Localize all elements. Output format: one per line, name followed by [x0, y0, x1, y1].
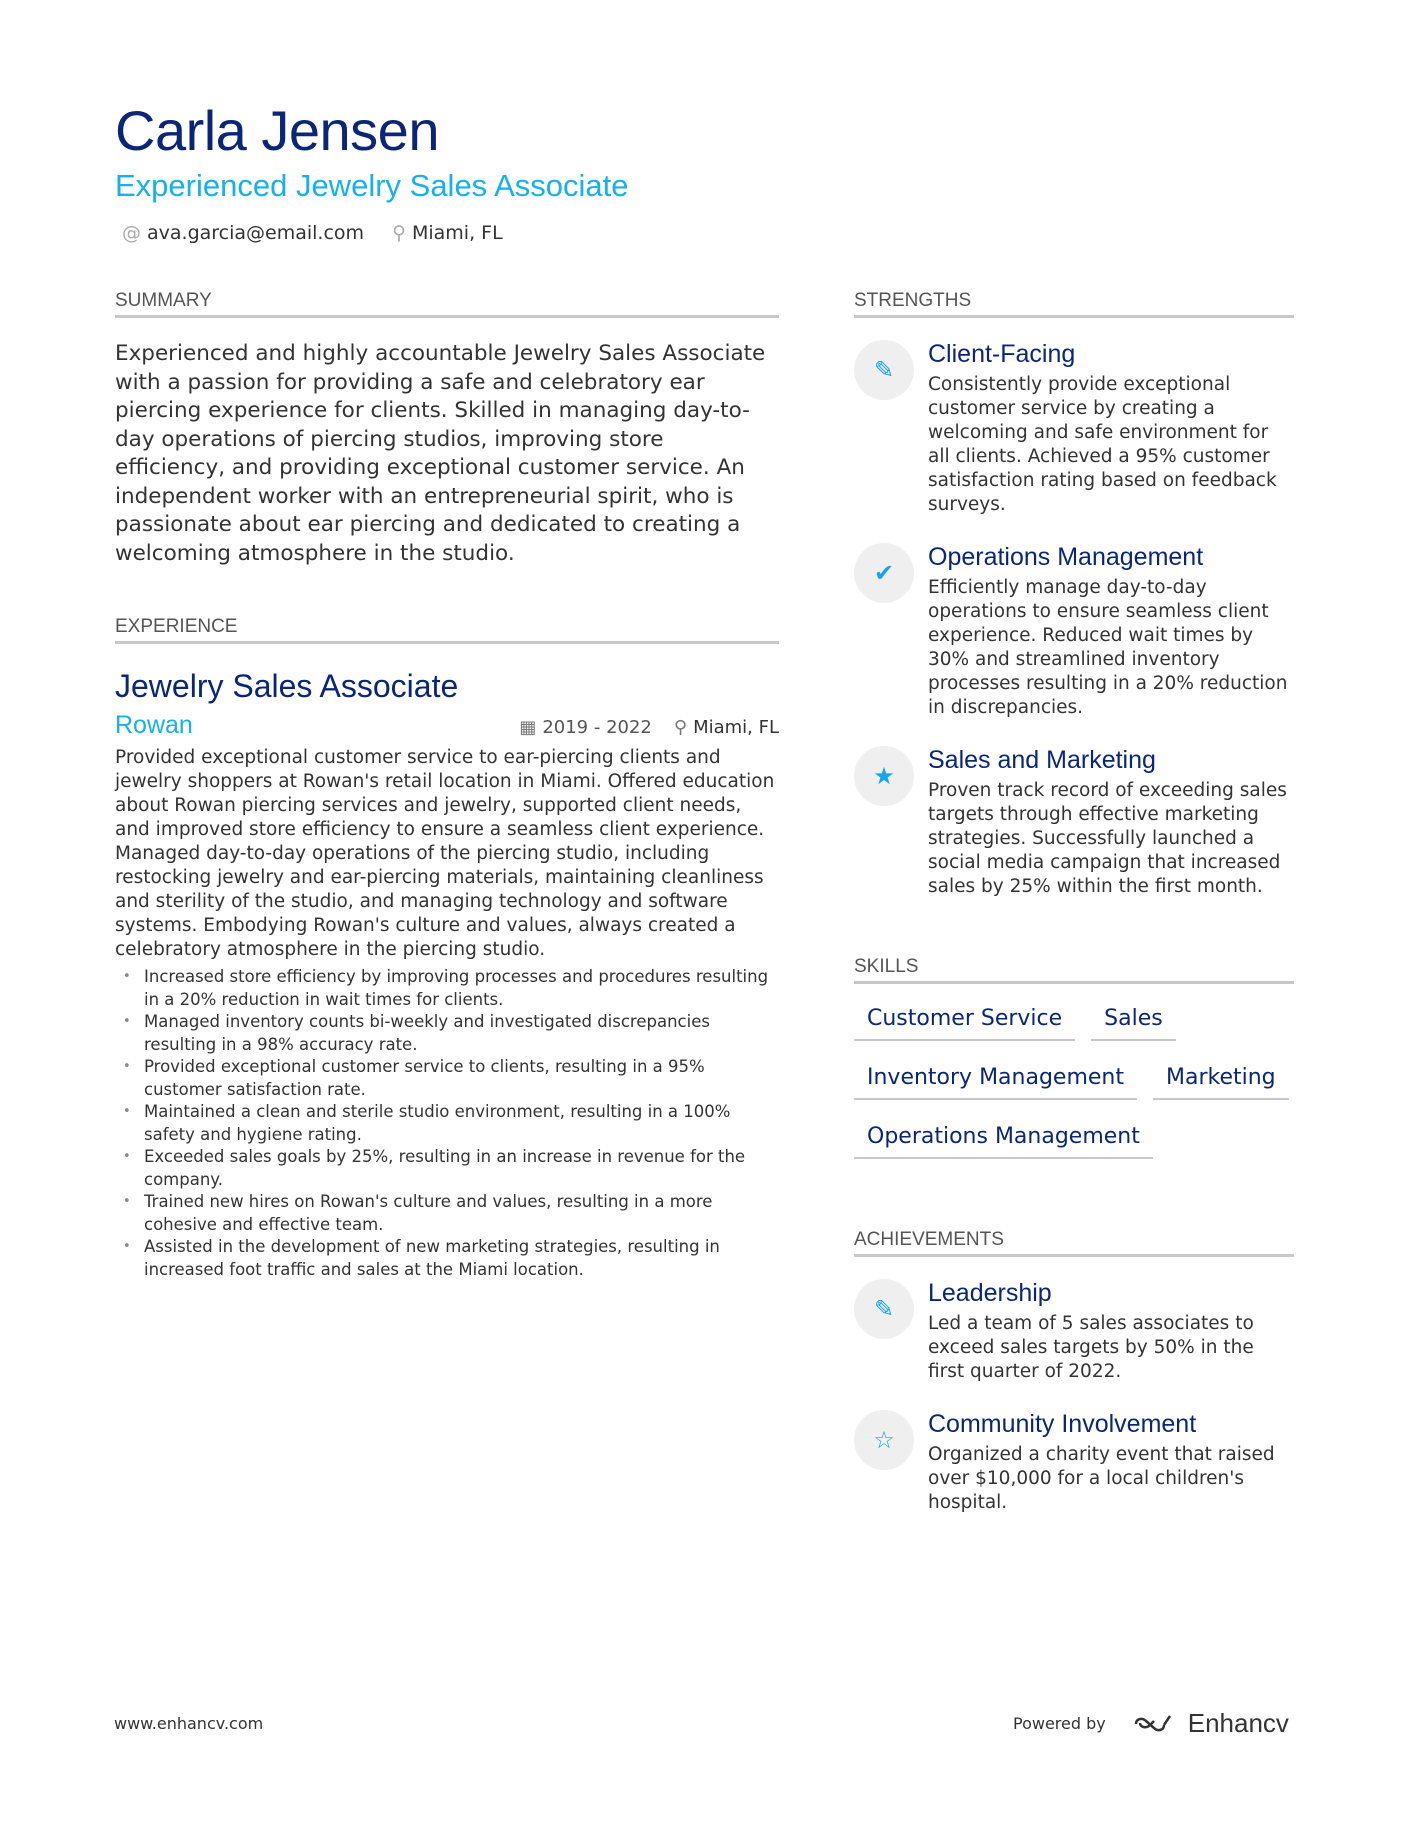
- star-outline-icon: ☆: [854, 1410, 914, 1470]
- candidate-name: Carla Jensen: [115, 99, 439, 162]
- job-dates: 2019 - 2022: [542, 717, 652, 738]
- location-pin-icon: ⚲: [392, 222, 406, 244]
- email-text: ava.garcia@email.com: [147, 222, 365, 244]
- strength-title: Client-Facing: [928, 340, 1076, 368]
- calendar-icon: ▦: [519, 717, 537, 738]
- location-contact: [392, 222, 503, 244]
- achievement-title: Community Involvement: [928, 1410, 1197, 1438]
- strength-item: [854, 746, 1294, 899]
- section-heading: EXPERIENCE: [115, 616, 779, 644]
- achievement-text: Organized a charity event that raised over $10,000 for a local children's hospital.: [928, 1444, 1275, 1513]
- bullet-item: • Increased store efficiency by improving processes and procedures resulting in a 20% reduction in wait times for clients.: [115, 966, 779, 1011]
- strength-title: Operations Management: [928, 543, 1204, 571]
- strength-item: [854, 543, 1294, 720]
- job-description: Provided exceptional customer service to ear-piercing clients and jewelry shoppers at Rowan's retail location in Miami. Offered education about Rowan piercing services and jewelry, supported client needs, and improved store efficiency to ensure a seamless client experience. Managed day-to-day operations of the piercing studio, including restocking jewelry and ear-piercing materials, maintaining cleanliness and sterility of the studio, and managing technology and software systems. Embodying Rowan's culture and values, always created a celebratory atmosphere in the piercing studio.: [115, 747, 775, 960]
- job-bullets: [115, 966, 779, 1281]
- bullet-item: • Managed inventory counts bi-weekly and investigated discrepancies resulting in a 98% accuracy rate.: [115, 1011, 779, 1056]
- summary-section: [115, 290, 779, 568]
- strengths-section: [854, 290, 1294, 899]
- infinity-logo-icon: [1132, 1712, 1178, 1736]
- contact-info: [122, 222, 503, 244]
- job-location: Miami, FL: [693, 717, 779, 738]
- strength-text: Proven track record of exceeding sales targets through effective marketing strategies. Successfully launched a social media campaign that increased sales by 25% within the first month.: [928, 780, 1287, 897]
- skill-tag: Marketing: [1153, 1065, 1289, 1100]
- section-heading: SUMMARY: [115, 290, 779, 318]
- strength-title: Sales and Marketing: [928, 746, 1156, 774]
- powered-by-label: Powered by: [1013, 1714, 1106, 1733]
- skills-section: [854, 956, 1294, 1159]
- location-pin-icon: ⚲: [673, 717, 688, 738]
- bullet-item: • Provided exceptional customer service to clients, resulting in a 95% customer satisfaction rate.: [115, 1056, 779, 1101]
- brand-name: Enhancv: [1187, 1708, 1289, 1738]
- experience-section: [115, 616, 779, 1281]
- strength-item: [854, 340, 1294, 517]
- skill-tag: Customer Service: [854, 1006, 1075, 1041]
- email-contact[interactable]: [122, 222, 364, 244]
- bullet-item: • Exceeded sales goals by 25%, resulting in an increase in revenue for the company.: [115, 1146, 779, 1191]
- bullet-item: • Assisted in the development of new marketing strategies, resulting in increased foot traffic and sales at the Miami location.: [115, 1236, 779, 1281]
- candidate-title: Experienced Jewelry Sales Associate: [115, 168, 629, 203]
- section-heading: STRENGTHS: [854, 290, 1294, 318]
- magic-wand-icon: ✎: [854, 340, 914, 400]
- job-title: Jewelry Sales Associate: [115, 668, 459, 704]
- check-icon: ✔: [854, 543, 914, 603]
- achievement-item: [854, 1279, 1294, 1384]
- magic-wand-icon: ✎: [854, 1279, 914, 1339]
- website-link[interactable]: www.enhancv.com: [114, 1714, 264, 1733]
- location-text: Miami, FL: [411, 222, 503, 244]
- section-heading: ACHIEVEMENTS: [854, 1229, 1294, 1257]
- achievement-title: Leadership: [928, 1279, 1052, 1307]
- skill-tag: Operations Management: [854, 1124, 1153, 1159]
- skill-tag: Sales: [1091, 1006, 1176, 1041]
- enhancv-logo[interactable]: [1132, 1708, 1289, 1739]
- section-heading: SKILLS: [854, 956, 1294, 984]
- bullet-item: • Maintained a clean and sterile studio environment, resulting in a 100% safety and hygiene rating.: [115, 1101, 779, 1146]
- star-icon: ★: [854, 746, 914, 806]
- achievement-item: [854, 1410, 1294, 1515]
- bullet-item: • Trained new hires on Rowan's culture and values, resulting in a more cohesive and effective team.: [115, 1191, 779, 1236]
- powered-by: [1013, 1708, 1289, 1739]
- at-icon: @: [122, 222, 141, 244]
- company-name: Rowan: [115, 711, 193, 739]
- strength-text: Consistently provide exceptional customer service by creating a welcoming and safe environment for all clients. Achieved a 95% customer satisfaction rating based on feedback surveys.: [928, 374, 1277, 515]
- strength-text: Efficiently manage day-to-day operations to ensure seamless client experience. Reduced wait times by 30% and streamlined inventory processes resulting in a 20% reduction in discrepancies.: [928, 577, 1288, 718]
- skill-tag: Inventory Management: [854, 1065, 1137, 1100]
- summary-text: Experienced and highly accountable Jewelry Sales Associate with a passion for providing a safe and celebratory ear piercing experience for clients. Skilled in managing day-to-day operations of piercing studios, improving store efficiency, and providing exceptional customer service. An independent worker with an entrepreneurial spirit, who is passionate about ear piercing and dedicated to creating a welcoming atmosphere in the studio.: [115, 341, 766, 566]
- achievements-section: [854, 1229, 1294, 1515]
- achievement-text: Led a team of 5 sales associates to exceed sales targets by 50% in the first quarter of 2022.: [928, 1313, 1254, 1382]
